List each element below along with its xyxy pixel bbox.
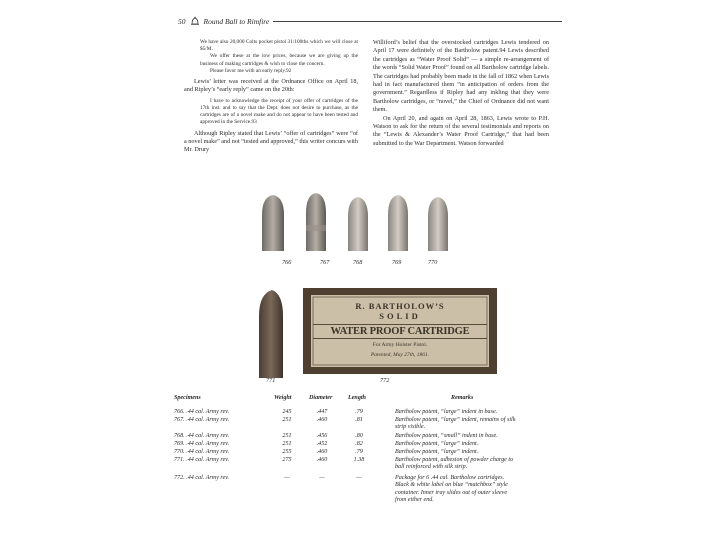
cell-spec: 768. .44 cal. Army rev. bbox=[174, 433, 230, 439]
cell-diameter: .460 bbox=[316, 449, 328, 455]
cell-remarks: Package for 6 .44 cal. Bartholow cartridges. Black & white label on blue “matchbox” style container. Inner tray slides out of outer sleeve from either end. bbox=[395, 475, 508, 504]
bullets-photo bbox=[256, 191, 456, 255]
cell-spec: 767. .44 cal. Army rev. bbox=[174, 417, 230, 423]
bullet-769 bbox=[388, 195, 408, 251]
paragraph: Williford’s belief that the overstocked cartridges Lewis tendered on April 17 were definitely of the Bartholow patent.94 Lewis described the cartridges as “Water Proof Solid” — a simple re-arrangement of the words “Solid Water Proof” found on all Bartholow cartridge labels. The cartridges had probably been made in the fall of 1862 when Lewis had in fact manufactured them “in anticipation of orders from the government.” Regardless if Ripley had any inkling that they were Bartholow cartridges, or “novel,” the Chief of Ordnance did not want them. bbox=[373, 39, 549, 114]
figure-label: 768 bbox=[353, 259, 363, 266]
cell-diameter: .452 bbox=[316, 441, 328, 447]
right-column bbox=[373, 39, 549, 148]
cell-length: — bbox=[356, 475, 362, 481]
paragraph: On April 20, and again on April 28, 1863, Lewis wrote to P.H. Watson to ask for the return of the several testimonials and reports on the “Lewis & Alexander’s Water Proof Cartridge,” that had been submitted to the War Department. Watson forwarded bbox=[373, 114, 549, 147]
cell-spec: 766. .44 cal. Army rev. bbox=[174, 409, 230, 415]
quote-line: We offer these at the low prices, because we are giving up the business of making cartridges & wish to close the concern. bbox=[200, 53, 358, 67]
running-header bbox=[178, 14, 562, 28]
bullet-768 bbox=[348, 197, 368, 251]
bullet-767 bbox=[306, 193, 326, 251]
cell-remarks: Bartholow patent, “large” indent, remains of silk strip visible. bbox=[395, 417, 516, 431]
figure-label: 766 bbox=[282, 259, 292, 266]
left-column bbox=[184, 39, 358, 155]
figure-caption: 771 bbox=[266, 377, 276, 384]
cell-weight: 251 bbox=[282, 417, 292, 423]
cell-weight: 251 bbox=[282, 441, 292, 447]
cell-diameter: — bbox=[319, 475, 325, 481]
cell-diameter: .456 bbox=[316, 433, 328, 439]
bullet-766 bbox=[262, 195, 284, 251]
column-header: Specimens bbox=[174, 395, 201, 401]
figure-label: 769 bbox=[392, 259, 402, 266]
column-header: Weight bbox=[274, 395, 292, 401]
cell-remarks: Bartholow patent, adhesion of powder charge to ball reinforced with silk strip. bbox=[395, 457, 514, 471]
cell-spec: 770. .44 cal. Army rev. bbox=[174, 449, 230, 455]
cell-diameter: .460 bbox=[316, 457, 328, 463]
figure-label: 770 bbox=[428, 259, 438, 266]
cell-remarks: Bartholow patent, “small” indent in base. bbox=[395, 433, 498, 439]
paragraph: Although Ripley stated that Lewis’ “offer of cartridges” were “of a novel make” and not “tested and approved,” this writer concurs with Mr. Drury bbox=[184, 129, 358, 154]
column-header: Length bbox=[348, 395, 366, 401]
cell-diameter: .460 bbox=[316, 417, 328, 423]
cell-weight: 275 bbox=[282, 457, 292, 463]
column-header: Remarks bbox=[451, 395, 474, 401]
running-title: Round Ball to Rimfire bbox=[203, 16, 270, 26]
bell-icon bbox=[190, 16, 200, 26]
cell-remarks: Bartholow patent, “large” indent in base. bbox=[395, 409, 498, 415]
paragraph: Lewis’ letter was received at the Ordnance Office on April 18, and Ripley’s “early reply” came on the 20th: bbox=[184, 78, 358, 94]
column-header: Diameter bbox=[309, 395, 333, 401]
page-number: 50 bbox=[178, 16, 186, 26]
cell-weight: 251 bbox=[282, 433, 292, 439]
box-label: R. BARTHOLOW’S SOLID WATER PROOF CARTRIDGE For Army Holster Pistol. Patented, May 27th, 1861. bbox=[313, 297, 487, 365]
cell-length: .79 bbox=[355, 409, 363, 415]
cell-weight: 245 bbox=[282, 409, 292, 415]
header-rule bbox=[273, 21, 562, 22]
cartridge-771 bbox=[259, 290, 283, 378]
cell-spec: 771. .44 cal. Army rev. bbox=[174, 457, 230, 463]
cell-remarks: Bartholow patent, “large” indent. bbox=[395, 449, 479, 455]
letter-quote-2: I have to acknowledge the receipt of your offer of cartridges of the 17th inst. and to say that the Dept. does not desire to purchase, as the cartridges are of a novel make and do not appear to have been tested and approved in the Service.93 bbox=[200, 97, 358, 126]
letter-quote-1 bbox=[184, 39, 358, 75]
cell-remarks: Bartholow patent, “large” indent. bbox=[395, 441, 479, 447]
cell-spec: 769. .44 cal. Army rev. bbox=[174, 441, 230, 447]
cell-spec: 772. .44 cal. Army rev. bbox=[174, 475, 230, 481]
cell-diameter: .447 bbox=[316, 409, 328, 415]
bullet-770 bbox=[428, 197, 448, 251]
quote-line: We have also 20,000 Colts pocket pistol 31/100ths which we will close at $5/M. bbox=[200, 39, 358, 53]
cell-length: .79 bbox=[355, 449, 363, 455]
cell-weight: — bbox=[284, 475, 290, 481]
figure-caption: 772 bbox=[380, 377, 390, 384]
cell-length: 1.38 bbox=[353, 457, 365, 463]
cell-length: .81 bbox=[355, 417, 363, 423]
figure-label: 767 bbox=[320, 259, 330, 266]
cell-weight: 255 bbox=[282, 449, 292, 455]
cell-length: .82 bbox=[355, 441, 363, 447]
cell-length: .80 bbox=[355, 433, 363, 439]
quote-line: Please favor me with an early reply.92 bbox=[210, 67, 292, 74]
